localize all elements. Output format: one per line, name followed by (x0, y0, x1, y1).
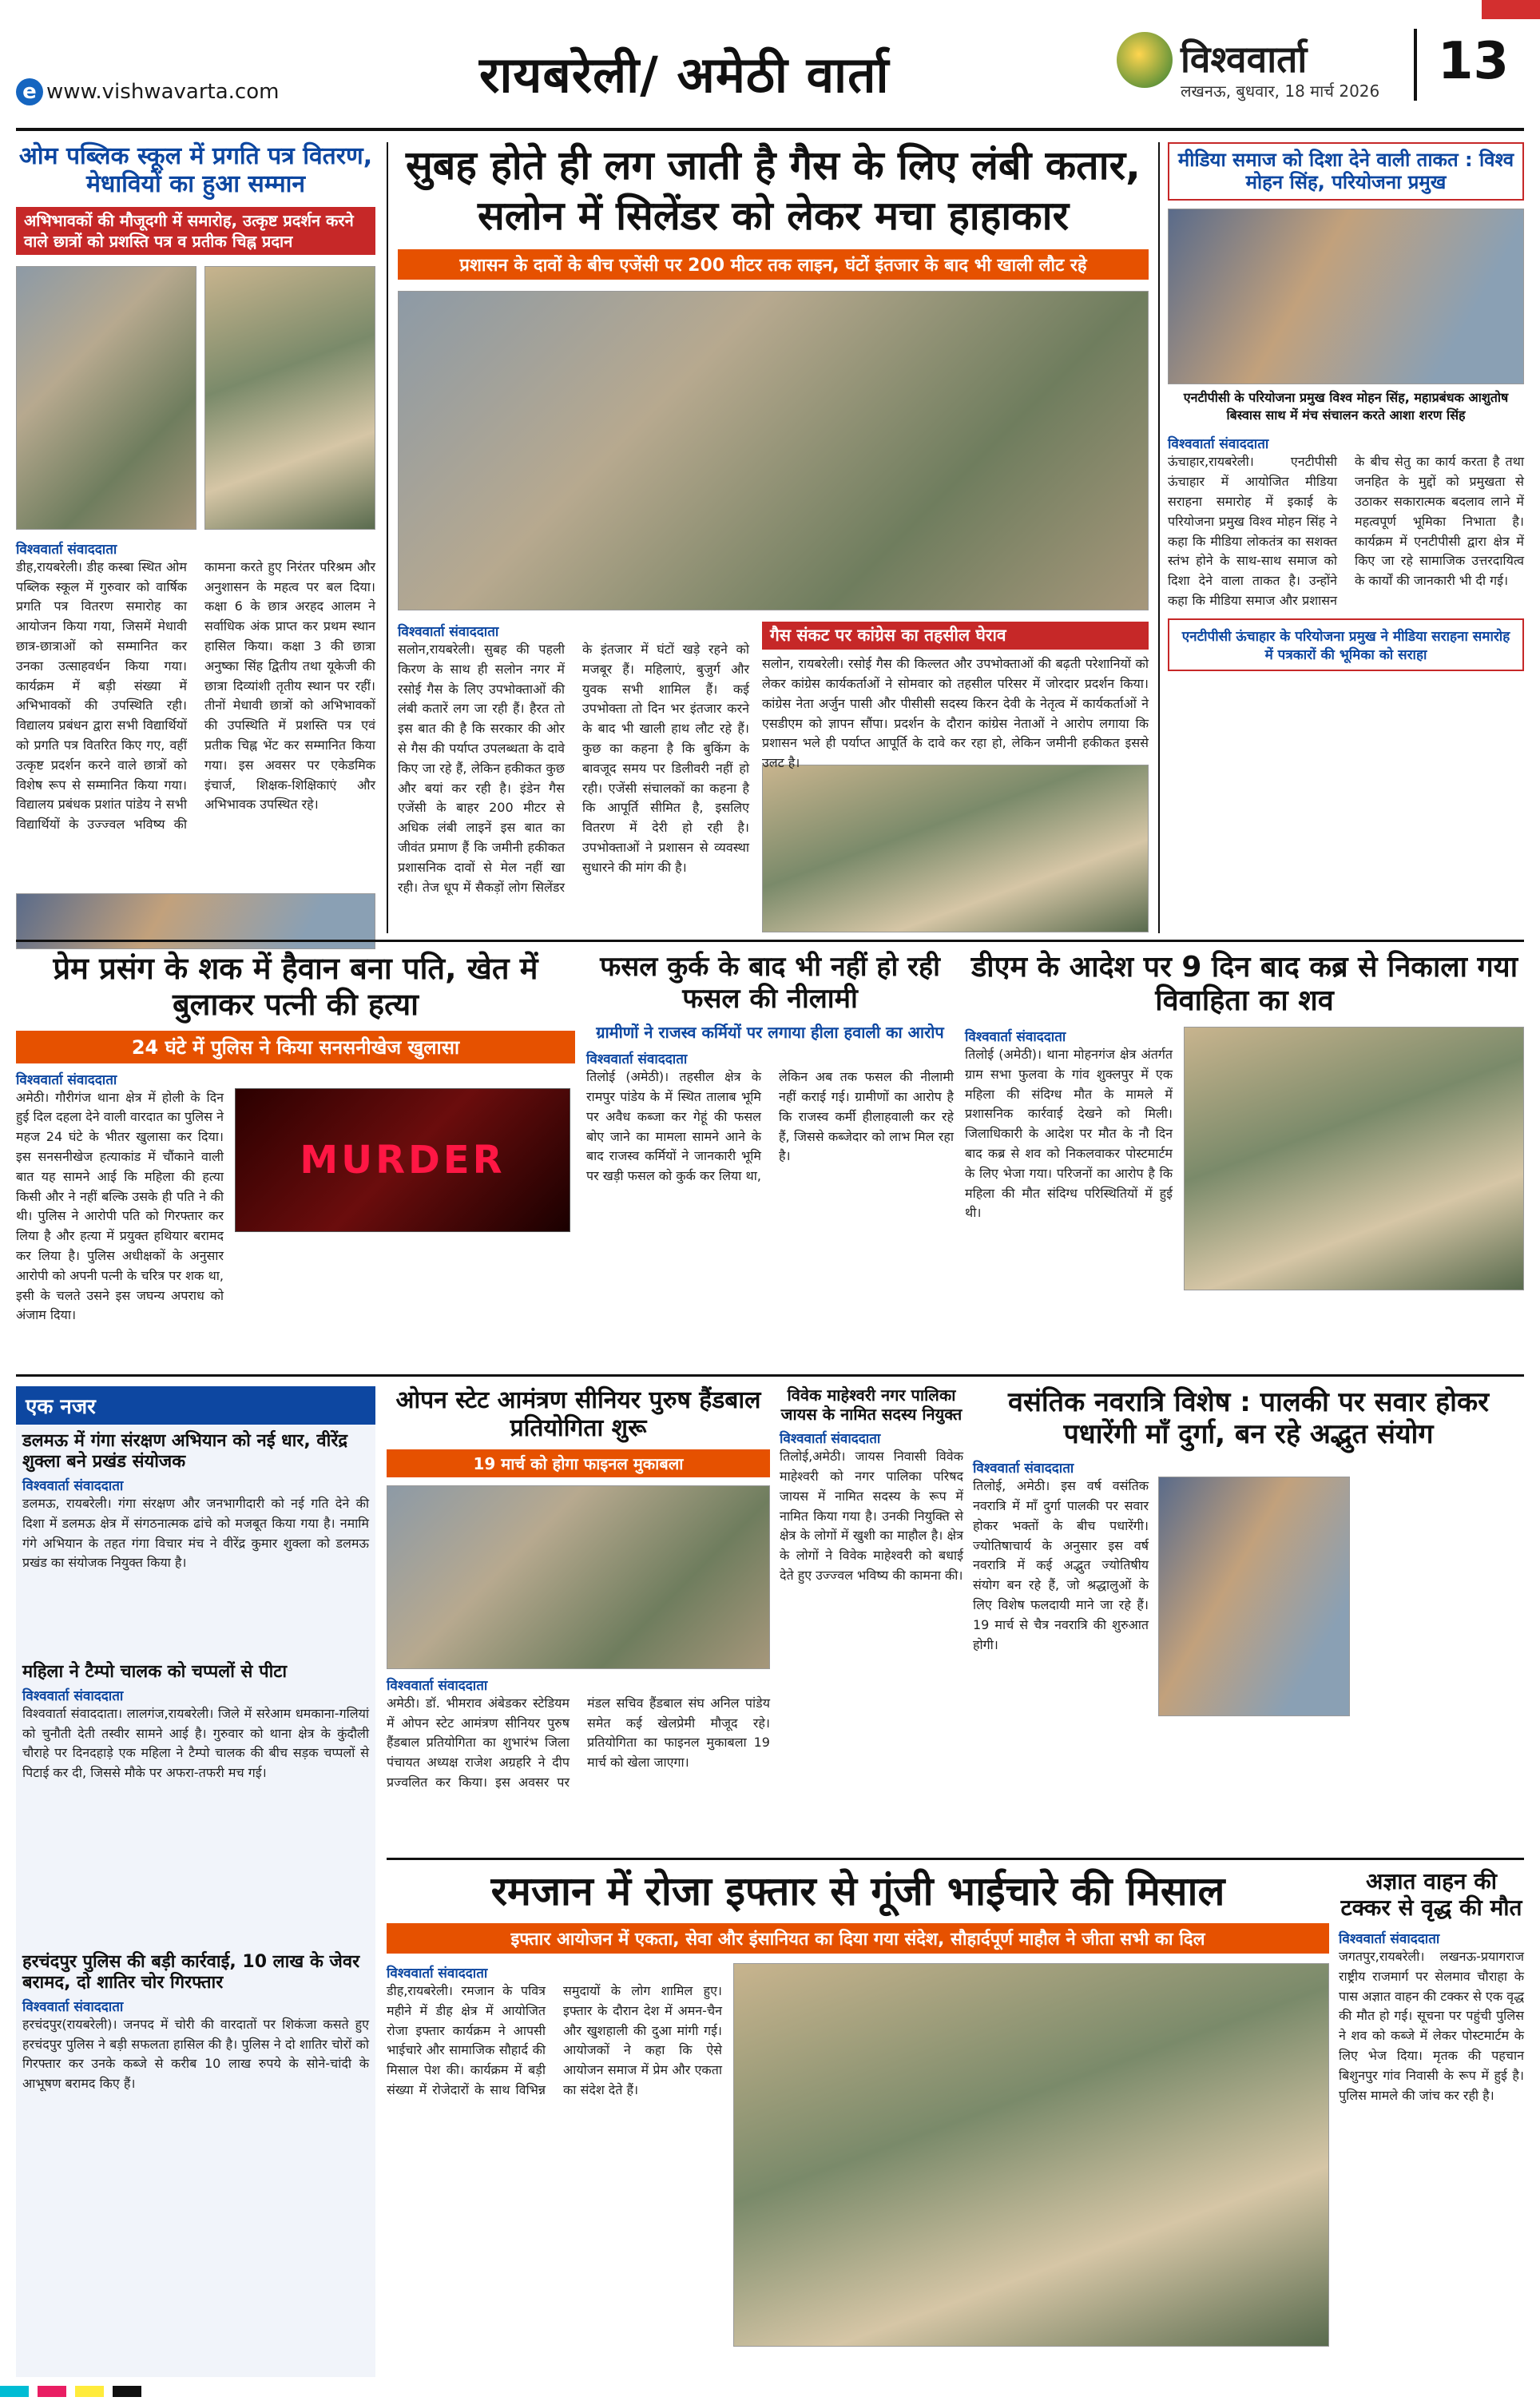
top-divider (16, 128, 1524, 131)
byline: विश्ववार्ता संवाददाता (387, 1677, 488, 1694)
headline: फसल कुर्क के बाद भी नहीं हो रही फसल की नीलामी (600, 951, 940, 1016)
ganga-body: डलमऊ, रायबरेली। गंगा संरक्षण और जनभागीदारी को नई गति देने की दिशा में डलमऊ क्षेत्र में संगठनात्मक ढांचे को मजबूत किया गया है। नमामि गंगे अभियान के तहत गंगा विचार मंच ने वीरेंद्र कुमार शुक्ला को डलमऊ प्रखंड का संयोजक नियुक्त किया है। (22, 1495, 369, 1571)
byline: विश्ववार्ता संवाददाता (780, 1431, 881, 1448)
dateline: लखनऊ, बुधवार, 18 मार्च 2026 (1181, 81, 1380, 101)
headline: अज्ञात वाहन की टक्कर से वृद्ध की मौत (1340, 1868, 1522, 1922)
website-text: www.vishwavarta.com (46, 80, 280, 104)
handball-photo (387, 1485, 770, 1669)
yellow-swatch (75, 2386, 104, 2397)
article-media (1168, 142, 1524, 933)
article-school (16, 142, 375, 941)
photo-caption: एनटीपीसी के परियोजना प्रमुख विश्व मोहन सिंह, महाप्रबंधक आशुतोष बिस्वास साथ में मंच संचालन करते आशा शरण सिंह (1183, 389, 1509, 423)
pullquote: एनटीपीसी ऊंचाहार के परियोजना प्रमुख ने मीडिया सराहना समारोह में पत्रकारों की भूमिका को सराहा (1168, 618, 1524, 671)
tempo-body: विश्ववार्ता संवाददाता। लालगंज,रायबरेली। जिले में सरेआम धमकाना-गलियां को चुनौती देती तस्वीर सामने आई है। गुरुवार को थाना क्षेत्र के कुंदौली चौराहे पर दिनदहाड़े एक महिला ने टैम्पो चालक की बीच सड़क चप्पलों से पिटाई कर दी, जिससे मौके पर अफरा-तफरी मच गई। (22, 1705, 369, 1781)
police-body: हरचंदपुर(रायबरेली)। जनपद में चोरी की वारदातों पर शिकंजा कसते हुए हरचंदपुर पुलिस ने बड़ी सफलता हासिल की है। पुलिस ने दो शातिर चोरों को गिरफ्तार कर उनके कब्जे से करीब 10 लाख रुपये के सोने-चांदी के आभूषण बरामद किए हैं। (22, 2016, 369, 2092)
column-divider (1158, 142, 1160, 933)
subhead: प्रशासन के दावों के बीच एजेंसी पर 200 मीटर तक लाइन, घंटों इंतजार के बाद भी खाली लौट रहे (398, 249, 1149, 280)
article-body: तिलोई,अमेठी। जायस निवासी विवेक माहेश्वरी को नगर पालिका परिषद जायस में नामित सदस्य के रूप में नामित किया गया है। उनकी नियुक्ति से क्षेत्र के लोगों में खुशी का माहौल है। क्षेत्र के लोगों ने विवेक माहेश्वरी को बधाई देते हुए उज्ज्वल भविष्य की कामना की। (780, 1449, 963, 1583)
article-body: अमेठी। गौरीगंज थाना क्षेत्र में होली के दिन हुई दिल दहला देने वाली वारदात का पुलिस ने महज 24 घंटे के भीतर खुलासा कर दिया। इस सनसनीखेज हत्याकांड में चौंकाने वाली बात यह सामने आई कि महिला की हत्या किसी और ने नहीं बल्कि उसके ही पति ने की थी। पुलिस ने आरोपी पति को गिरफ्तार कर लिया है और हत्या में प्रयुक्त हथियार बरामद कर लिया है। पुलिस अधीक्षकों के अनुसार आरोपी को अपनी पत्नी के चरित्र पर शक था, इसी के चलते उसने इस जघन्य अपराध को अंजाम दिया। (16, 1089, 224, 1323)
article-body: तिलोई, अमेठी। इस वर्ष वसंतिक नवरात्रि में माँ दुर्गा पालकी पर सवार होकर भक्तों के बीच पधारेंगी। ज्योतिषाचार्य के अनुसार इस वर्ष नवरात्रि में कई अद्भुत ज्योतिषीय संयोग बन रहे हैं, जो श्रद्धालुओं के लिए विशेष फलदायी माने जा रहे हैं। 19 मार्च से चैत्र नवरात्रि की शुरुआत होगी। (973, 1478, 1149, 1652)
article-murder (16, 951, 575, 1366)
tempo-byline: विश्ववार्ता संवाददाता (22, 1687, 124, 1704)
headline: ओम पब्लिक स्कूल में प्रगति पत्र वितरण, मेधावियों का हुआ सम्मान (18, 142, 373, 199)
grave-photo (1184, 1027, 1524, 1290)
article-body: अमेठी। डॉ. भीमराव अंबेडकर स्टेडियम में ओपन स्टेट आमंत्रण सीनियर पुरुष हैंडबाल प्रतियोगिता का शुभारंभ जिला पंचायत अध्यक्ष राजेश अग्रहरि ने दीप प्रज्वलित कर किया। इस अवसर पर मंडल सचिव हैंडबाल संघ अनिल पांडेय समेत कई खेलप्रेमी मौजूद रहे। प्रतियोगिता का फाइनल मुकाबला 19 मार्च को खेला जाएगा। (387, 1695, 770, 1790)
byline: विश्ववार्ता संवाददाता (16, 1071, 117, 1088)
headline: डीएम के आदेश पर 9 दिन बाद कब्र से निकाला गया विवाहिता का शव (970, 951, 1518, 1018)
section-divider (16, 940, 1524, 942)
article-handball (387, 1386, 770, 1850)
headline-line-1: सुबह होते ही लग जाती है गैस के लिए लंबी कतार, (405, 142, 1141, 189)
headline: रमजान में रोजा इफ्तार से गूंजी भाईचारे की मिसाल (490, 1868, 1225, 1914)
box-title: एक नजर (16, 1386, 375, 1425)
article-accident (1339, 1868, 1524, 2379)
article-body: डीह,रायबरेली। रमजान के पवित्र महीने में डीह क्षेत्र में आयोजित रोजा इफ्तार कार्यक्रम ने आपसी भाईचारे और सामाजिक सौहार्द की मिसाल पेश की। कार्यक्रम में बड़ी संख्या में रोजेदारों के साथ विभिन्न समुदायों के लोग शामिल हुए। इफ्तार के दौरान देश में अमन-चैन और खुशहाली की दुआ मांगी गई। आयोजकों ने कहा कि ऐसे आयोजन समाज में प्रेम और एकता का संदेश देते हैं। (387, 1983, 722, 2097)
school-photo-2 (204, 266, 375, 530)
murder-photo-text: MURDER (300, 1137, 506, 1183)
cyan-swatch (0, 2386, 29, 2397)
article-iftar (387, 1868, 1329, 2379)
congress-photo (762, 765, 1149, 932)
tempo-headline: महिला ने टैम्पो चालक को चप्पलों से पीटा (22, 1661, 288, 1682)
article-body: सलोन,रायबरेली। सुबह की पहली किरण के साथ ही सलोन नगर में रसोई गैस के लिए उपभोक्ताओं की लंबी कतारें लग जा रही हैं। हैरत तो इस बात की है कि सरकार की ओर से गैस की पर्याप्त उपलब्धता के दावे किए जा रहे हैं, लेकिन हकीकत कुछ और बयां कर रही है। इंडेन गैस एजेंसी के बाहर 200 मीटर से अधिक लंबी लाइनें इस बात का जीवंत प्रमाण हैं कि जमीनी हकीकत प्रशासनिक दावों से मेल नहीं खा रही। तेज धूप में सैकड़ों लोग सिलेंडर के इंतजार में घंटों खड़े रहने को मजबूर हैं। महिलाएं, बुजुर्ग और युवक सभी शामिल हैं। कई उपभोक्ता तो दिन भर इंतजार करने के बाद भी खाली हाथ लौट रहे हैं। कुछ का कहना है कि बुकिंग के बावजूद समय पर डिलीवरी नहीं हो रही। एजेंसी संचालकों का कहना है कि आपूर्ति सीमित है, इसलिए वितरण में देरी हो रही है। उपभोक्ताओं ने प्रशासन से व्यवस्था सुधारने की मांग की है। (398, 642, 749, 895)
page-number: 13 (1438, 32, 1510, 91)
headline: वसंतिक नवरात्रि विशेष : पालकी पर सवार होकर पधारेंगी माँ दुर्गा, बन रहे अद्भुत संयोग (1008, 1386, 1489, 1451)
police-byline: विश्ववार्ता संवाददाता (22, 1998, 124, 2015)
byline: विश्ववार्ता संवाददाता (16, 541, 117, 558)
subhead: 24 घंटे में पुलिस ने किया सनसनीखेज खुलासा (16, 1031, 575, 1063)
black-swatch (113, 2386, 141, 2397)
red-corner-decoration (1482, 0, 1540, 19)
byline: विश्ववार्ता संवाददाता (387, 1966, 488, 1982)
article-body: तिलोई (अमेठी)। तहसील क्षेत्र के रामपुर पांडेय के में स्थित तालाब भूमि पर अवैध कब्जा कर गेहूं की फसल बोए जाने का मामला सामने आने के बाद राजस्व कर्मियों ने जानकारी भूमि पर खड़ी फसल को कुर्क कर लिया था, लेकिन अब तक फसल की नीलामी नहीं कराई गई। ग्रामीणों का आरोप है कि राजस्व कर्मी हीलाहवाली कर रहे हैं, जिससे कब्जेदार को लाभ मिल रहा है। (586, 1069, 954, 1184)
police-headline: हरचंदपुर पुलिस की बड़ी कार्रवाई, 10 लाख के जेवर बरामद, दो शातिर चोर गिरफ्तार (22, 1951, 360, 1993)
media-photo (1168, 209, 1524, 384)
iftar-photo (733, 1963, 1329, 2347)
subhead: अभिभावकों की मौजूदगी में समारोह, उत्कृष्ट प्रदर्शन करने वाले छात्रों को प्रशस्ति पत्र व प्रतीक चिह्न प्रदान (16, 207, 375, 255)
article-body: डीह,रायबरेली। डीह कस्बा स्थित ओम पब्लिक स्कूल में गुरुवार को वार्षिक प्रगति पत्र वितरण समारोह का आयोजन किया गया, जिसमें मेधावी छात्र-छात्राओं को सम्मानित कर उनका उत्साहवर्धन किया गया। कार्यक्रम में बड़ी संख्या में अभिभावकों की उपस्थिति रही। विद्यालय प्रबंधन द्वारा सभी विद्यार्थियों को प्रगति पत्र वितरित किए गए, वहीं उत्कृष्ट प्रदर्शन करने वाले छात्रों को विशेष रूप से सम्मानित किया गया। विद्यालय प्रबंधक प्रशांत पांडेय ने सभी विद्यार्थियों के उज्ज्वल भविष्य की कामना करते हुए निरंतर परिश्रम और अनुशासन के महत्व पर बल दिया। कक्षा 6 के छात्र अरहद आलम ने सर्वाधिक अंक प्राप्त कर प्रथम स्थान हासिल किया। कक्षा 3 की छात्रा अनुष्का सिंह द्वितीय तथा यूकेजी की छात्रा दिव्यांशी तृतीय स्थान पर रहीं। तीनों मेधावी छात्रों को अभिभावकों की उपस्थिति में प्रशस्ति पत्र एवं प्रतीक चिह्न भेंट कर सम्मानित किया गया। इस अवसर पर एकेडमिक इंचार्ज, शिक्षक-शिक्षिकाएं और अभिभावक उपस्थित रहे। (16, 559, 375, 833)
byline: विश्ववार्ता संवाददाता (398, 624, 499, 640)
article-body: ऊंचाहार,रायबरेली। एनटीपीसी ऊंचाहार में आयोजित मीडिया सराहना समारोह में इकाई के परियोजना प्रमुख विश्व मोहन सिंह ने कहा कि मीडिया लोकतंत्र का सशक्त स्तंभ होने के साथ-साथ समाज को दिशा देने वाला ताकत है। उन्होंने कहा कि मीडिया समाज और प्रशासन के बीच सेतु का कार्य करता है तथा जनहित के मुद्दों को प्रमुखता से उठाकर सकारात्मक बदलाव लाने में महत्वपूर्ण भूमिका निभाता है। कार्यक्रम में एनटीपीसी द्वारा क्षेत्र में किए जा रहे सामाजिक उत्तरदायित्व के कार्यों की जानकारी भी दी गई। (1168, 454, 1524, 608)
subhead: इफ्तार आयोजन में एकता, सेवा और इंसानियत का दिया गया संदेश, सौहार्दपूर्ण माहौल ने जीता सभी का दिल (387, 1923, 1329, 1954)
byline: विश्ववार्ता संवाददाता (1339, 1931, 1440, 1948)
column-divider (387, 142, 388, 933)
congress-sidebar (762, 622, 1149, 932)
article-navratri (973, 1386, 1524, 1850)
ganga-byline: विश्ववार्ता संवाददाता (22, 1477, 124, 1494)
congress-body: सलोन, रायबरेली। रसोई गैस की किल्लत और उपभोक्ताओं की बढ़ती परेशानियों को लेकर कांग्रेस कार्यकर्ताओं ने सोमवार को तहसील परिसर में जोरदार प्रदर्शन किया। कांग्रेस नेता अर्जुन पासी और पीसीसी सदस्य किरन देवी के नेतृत्व में कार्यकर्ताओं ने एसडीएम को ज्ञापन सौंपा। प्रदर्शन के दौरान कांग्रेस नेताओं ने आरोप लगाया कि प्रशासन भले ही पर्याप्त आपूर्ति के दावे कर रहा हो, लेकिन जमीनी हकीकत इससे उलट है। (762, 656, 1149, 771)
congress-title: गैस संकट पर कांग्रेस का तहसील घेराव (762, 622, 1149, 650)
section-divider (387, 1858, 1524, 1860)
section-title: रायबरेली/ अमेठी वार्ता (479, 46, 890, 104)
headline: विवेक माहेश्वरी नगर पालिका जायस के नामित सदस्य नियुक्त (780, 1385, 963, 1424)
headline: ओपन स्टेट आमंत्रण सीनियर पुरुष हैंडबाल प्रतियोगिता शुरू (395, 1386, 761, 1443)
e-logo-icon: e (16, 78, 43, 105)
subhead: ग्रामीणों ने राजस्व कर्मियों पर लगाया हीला हवाली का आरोप (596, 1023, 944, 1043)
ganga-headline: डलमऊ में गंगा संरक्षण अभियान को नई धार, वीरेंद्र शुक्ला बने प्रखंड संयोजक (22, 1431, 348, 1472)
article-vivek (780, 1386, 963, 1850)
subhead: 19 मार्च को होगा फाइनल मुकाबला (387, 1449, 770, 1477)
article-body: तिलोई (अमेठी)। थाना मोहनगंज क्षेत्र अंतर्गत ग्राम सभा फुलवा के गांव शुक्लपुर में एक महिला की संदिग्ध मौत के मामले में प्रशासनिक कार्रवाई देखने को मिली। जिलाधिकारी के आदेश पर मौत के नौ दिन बाद कब्र से शव को निकलवाकर पोस्टमार्टम के लिए भेजा गया। परिजनों का आरोप है कि महिला की मौत संदिग्ध परिस्थितियों में हुई थी। (965, 1046, 1173, 1221)
school-photo-1 (16, 266, 196, 530)
brand-logo-icon (1117, 32, 1173, 88)
byline: विश्ववार्ता संवाददाता (586, 1051, 688, 1068)
headline-line-2: सलोन में सिलेंडर को लेकर मचा हाहाकार (477, 193, 1070, 239)
gas-queue-photo (398, 291, 1149, 610)
navratri-photo (1158, 1477, 1350, 1716)
brand-name: विश्ववार्ता (1181, 38, 1308, 81)
magenta-swatch (38, 2386, 66, 2397)
article-gas (398, 142, 1149, 933)
article-grave (965, 951, 1524, 1366)
section-divider (16, 1374, 1524, 1377)
headline: मीडिया समाज को दिशा देने वाली ताकत : विश्व मोहन सिंह, परियोजना प्रमुख (1168, 142, 1524, 201)
masthead (0, 0, 1540, 112)
print-registration-strip (0, 2385, 1540, 2401)
article-crop (586, 951, 954, 1366)
ek-nazar-column (16, 1386, 375, 2377)
byline: विश्ववार्ता संवाददाता (1168, 436, 1269, 453)
byline: विश्ववार्ता संवाददाता (973, 1461, 1074, 1477)
murder-photo (235, 1088, 570, 1232)
byline: विश्ववार्ता संवाददाता (965, 1028, 1066, 1045)
article-body: जगतपुर,रायबरेली। लखनऊ-प्रयागराज राष्ट्रीय राजमार्ग पर सेलमाव चौराहा के पास अज्ञात वाहन की टक्कर से एक वृद्ध की मौत हो गई। सूचना पर पहुंची पुलिस ने शव को कब्जे में लेकर पोस्टमार्टम के लिए भेज दिया। मृतक की पहचान बिशुनपुर गांव निवासी के रूप में हुई है। पुलिस मामले की जांच कर रही है। (1339, 1949, 1524, 2103)
headline: प्रेम प्रसंग के शक में हैवान बना पति, खेत में बुलाकर पत्नी की हत्या (53, 951, 538, 1022)
website-url[interactable] (16, 78, 279, 105)
